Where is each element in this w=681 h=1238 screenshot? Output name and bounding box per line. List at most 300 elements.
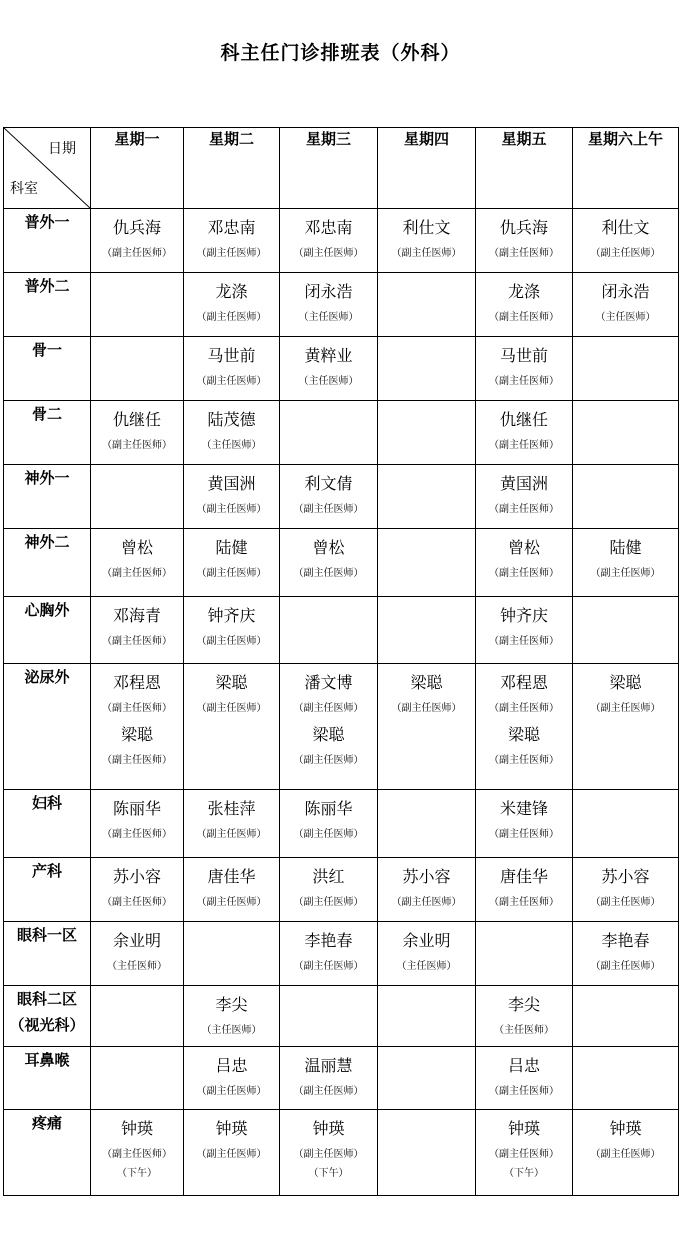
dept-label: 骨一 [31, 341, 62, 359]
doctor-title: （副主任医师） [590, 248, 661, 259]
doctor-title: （副主任医师） [196, 897, 267, 908]
dept-cell [4, 337, 91, 401]
doctor-name: 洪红 [312, 867, 345, 886]
schedule-cell [573, 790, 679, 858]
doctor-name: 苏小容 [402, 867, 451, 886]
schedule-cell [280, 597, 378, 664]
schedule-cell [280, 273, 378, 337]
dept-label: 耳鼻喉 [24, 1051, 70, 1069]
schedule-cell [91, 664, 184, 790]
table-row [4, 209, 679, 273]
doctor-title: （副主任医师） [102, 755, 172, 766]
doctor-name: 钟瑛 [507, 1119, 540, 1138]
doctor-slot [91, 1110, 183, 1184]
doctor-name: 陆健 [609, 538, 642, 557]
schedule-cell [573, 986, 679, 1047]
doctor-title: （副主任医师） [489, 440, 559, 451]
doctor-title: （副主任医师） [196, 504, 267, 515]
doctor-name: 梁聪 [312, 725, 345, 744]
doctor-slot [378, 922, 475, 978]
doctor-slot [280, 720, 377, 772]
dept-cell [4, 922, 91, 986]
doctor-title: （副主任医师） [590, 1149, 661, 1160]
doctor-slot [280, 337, 377, 393]
schedule-cell [184, 1110, 280, 1196]
doctor-title: （主任医师） [396, 961, 457, 972]
doctor-title: （副主任医师） [489, 312, 559, 323]
doctor-slot [280, 1110, 377, 1184]
doctor-name: 潘文博 [304, 673, 353, 692]
doctor-name: 利文倩 [304, 474, 353, 493]
doctor-title: （副主任医师） [489, 1086, 559, 1097]
doctor-name: 曾松 [120, 538, 153, 557]
schedule-cell [91, 529, 184, 597]
schedule-cell [573, 273, 679, 337]
doctor-slot [91, 401, 183, 457]
doctor-name: 唐佳华 [499, 867, 548, 886]
doctor-name: 利仕文 [601, 218, 650, 237]
doctor-slot [184, 273, 279, 329]
doctor-slot [476, 337, 572, 393]
doctor-title: （副主任医师） [293, 1086, 364, 1097]
doctor-name: 马世前 [499, 346, 548, 365]
schedule-cell [280, 529, 378, 597]
schedule-cell [280, 986, 378, 1047]
doctor-title: （副主任医师） [293, 1149, 364, 1160]
doctor-slot [476, 529, 572, 585]
doctor-slot [280, 1047, 377, 1103]
doctor-slot [476, 597, 572, 653]
schedule-cell [476, 401, 573, 465]
corner-dept-label: 科室 [10, 181, 38, 197]
schedule-cell [476, 529, 573, 597]
corner-date-label: 日期 [48, 141, 76, 157]
doctor-slot [184, 465, 279, 521]
doctor-title: （副主任医师） [293, 755, 364, 766]
dept-label: （视光科） [9, 1016, 85, 1034]
doctor-title: （副主任医师） [102, 636, 172, 647]
doctor-name: 李尖 [215, 995, 248, 1014]
table-row [4, 790, 679, 858]
doctor-slot [280, 790, 377, 846]
day-header: 星期六上午 [573, 128, 679, 209]
table-row [4, 273, 679, 337]
doctor-title: （副主任医师） [293, 248, 364, 259]
doctor-slot [184, 401, 279, 457]
doctor-name: 梁聪 [609, 673, 642, 692]
doctor-slot [476, 209, 572, 265]
doctor-title: （副主任医师） [489, 248, 559, 259]
schedule-cell [378, 209, 476, 273]
dept-cell [4, 858, 91, 922]
doctor-title: （副主任医师） [590, 897, 661, 908]
schedule-cell [91, 209, 184, 273]
schedule-cell [378, 790, 476, 858]
doctor-name: 温丽慧 [304, 1056, 353, 1075]
schedule-cell [573, 1047, 679, 1110]
doctor-title: （副主任医师） [102, 1149, 172, 1160]
doctor-name: 邓忠南 [304, 218, 353, 237]
doctor-title: （副主任医师） [590, 703, 661, 714]
doctor-slot [184, 1110, 279, 1166]
schedule-cell [91, 337, 184, 401]
doctor-title: （副主任医师） [489, 1149, 559, 1160]
doctor-name: 钟齐庆 [499, 606, 548, 625]
dept-cell [4, 664, 91, 790]
schedule-cell [184, 337, 280, 401]
doctor-name: 米建锋 [499, 799, 548, 818]
doctor-slot [476, 273, 572, 329]
doctor-slot [184, 790, 279, 846]
doctor-slot [573, 529, 678, 585]
doctor-title: （副主任医师） [293, 568, 364, 579]
doctor-slot [184, 664, 279, 720]
doctor-slot [91, 209, 183, 265]
schedule-cell [91, 1110, 184, 1196]
day-header: 星期一 [91, 128, 184, 209]
doctor-slot [476, 858, 572, 914]
doctor-title: （主任医师） [298, 376, 359, 387]
doctor-name: 仇继任 [499, 410, 548, 429]
doctor-name: 陆健 [215, 538, 248, 557]
schedule-cell [280, 401, 378, 465]
schedule-body [4, 209, 679, 1196]
table-row [4, 401, 679, 465]
schedule-cell [184, 273, 280, 337]
dept-cell [4, 401, 91, 465]
dept-label: 神外二 [24, 533, 70, 551]
schedule-cell [573, 1110, 679, 1196]
schedule-cell [476, 986, 573, 1047]
schedule-cell [476, 790, 573, 858]
schedule-cell [280, 664, 378, 790]
schedule-cell [476, 209, 573, 273]
doctor-slot [91, 720, 183, 772]
doctor-name: 钟瑛 [609, 1119, 642, 1138]
doctor-title: （副主任医师） [196, 703, 267, 714]
doctor-title: （副主任医师） [196, 1086, 267, 1097]
schedule-cell [91, 273, 184, 337]
doctor-slot [184, 986, 279, 1042]
schedule-table [3, 127, 679, 1196]
doctor-slot [280, 858, 377, 914]
schedule-cell [378, 1110, 476, 1196]
doctor-slot [184, 337, 279, 393]
schedule-cell [184, 858, 280, 922]
doctor-name: 仇兵海 [112, 218, 161, 237]
doctor-name: 李艳春 [601, 931, 650, 950]
doctor-name: 陈丽华 [304, 799, 353, 818]
doctor-slot [280, 529, 377, 585]
doctor-name: 黄国洲 [499, 474, 548, 493]
schedule-cell [476, 465, 573, 529]
doctor-title: （副主任医师） [196, 829, 267, 840]
doctor-name: 邓海青 [112, 606, 161, 625]
doctor-title: （副主任医师） [391, 248, 462, 259]
doctor-name: 龙涤 [507, 282, 540, 301]
schedule-cell [573, 209, 679, 273]
schedule-cell [476, 273, 573, 337]
schedule-cell [476, 597, 573, 664]
doctor-name: 梁聪 [215, 673, 248, 692]
schedule-cell [378, 597, 476, 664]
page-title: 科主任门诊排班表（外科） [220, 42, 461, 64]
doctor-name: 吕忠 [507, 1056, 540, 1075]
table-row [4, 858, 679, 922]
doctor-title: （副主任医师） [196, 376, 267, 387]
doctor-title: （副主任医师） [489, 703, 559, 714]
doctor-name: 钟瑛 [215, 1119, 248, 1138]
doctor-title: （副主任医师） [102, 248, 172, 259]
schedule-cell [91, 401, 184, 465]
doctor-name: 曾松 [312, 538, 345, 557]
doctor-slot [573, 664, 678, 720]
dept-cell [4, 1047, 91, 1110]
header-row [4, 128, 679, 209]
dept-cell [4, 597, 91, 664]
doctor-name: 利仕文 [402, 218, 451, 237]
doctor-name: 邓程恩 [499, 673, 548, 692]
doctor-slot [91, 597, 183, 653]
doctor-title: （主任医师） [201, 1025, 262, 1036]
doctor-name: 梁聪 [410, 673, 443, 692]
doctor-name: 黄粹业 [304, 346, 353, 365]
doctor-title: （副主任医师） [102, 440, 172, 451]
schedule-cell [184, 529, 280, 597]
schedule-cell [573, 922, 679, 986]
doctor-slot [378, 209, 475, 265]
doctor-slot [184, 529, 279, 585]
schedule-cell [184, 1047, 280, 1110]
schedule-cell [91, 922, 184, 986]
doctor-title: （副主任医师） [391, 703, 462, 714]
doctor-slot [280, 465, 377, 521]
doctor-slot [378, 664, 475, 720]
table-row [4, 529, 679, 597]
dept-cell [4, 986, 91, 1047]
schedule-cell [184, 401, 280, 465]
dept-cell [4, 209, 91, 273]
doctor-slot [476, 465, 572, 521]
schedule-cell [91, 597, 184, 664]
doctor-slot [476, 401, 572, 457]
doctor-name: 邓程恩 [112, 673, 161, 692]
schedule-cell [91, 790, 184, 858]
schedule-cell [378, 922, 476, 986]
doctor-name: 闭永浩 [601, 282, 650, 301]
doctor-slot [476, 664, 572, 720]
doctor-slot [573, 858, 678, 914]
doctor-name: 余业明 [112, 931, 161, 950]
doctor-title: （副主任医师） [102, 897, 172, 908]
schedule-cell [378, 664, 476, 790]
schedule-cell [91, 465, 184, 529]
schedule-cell [476, 337, 573, 401]
dept-label: 骨二 [31, 405, 62, 423]
doctor-name: 黄国洲 [207, 474, 256, 493]
doctor-slot [573, 1110, 678, 1166]
doctor-name: 仇继任 [112, 410, 161, 429]
doctor-title: （副主任医师） [489, 755, 559, 766]
time-note: （下午） [308, 1168, 349, 1179]
doctor-title: （副主任医师） [196, 1149, 267, 1160]
schedule-cell [378, 337, 476, 401]
schedule-cell [280, 209, 378, 273]
table-row [4, 597, 679, 664]
doctor-slot [184, 1047, 279, 1103]
doctor-name: 苏小容 [112, 867, 161, 886]
dept-label: 产科 [31, 862, 62, 880]
doctor-name: 钟瑛 [312, 1119, 345, 1138]
schedule-cell [91, 858, 184, 922]
dept-label: 疼痛 [31, 1114, 62, 1132]
day-header: 星期五 [476, 128, 573, 209]
dept-label: 眼科二区 [16, 990, 77, 1008]
doctor-slot [476, 1047, 572, 1103]
doctor-name: 龙涤 [215, 282, 248, 301]
doctor-slot [91, 529, 183, 585]
table-row [4, 1047, 679, 1110]
schedule-cell [91, 986, 184, 1047]
doctor-slot [476, 720, 572, 772]
schedule-cell [280, 790, 378, 858]
doctor-slot [476, 790, 572, 846]
table-row [4, 1110, 679, 1196]
doctor-title: （副主任医师） [293, 829, 364, 840]
doctor-title: （副主任医师） [590, 568, 661, 579]
schedule-cell [280, 858, 378, 922]
doctor-slot [184, 209, 279, 265]
schedule-cell [476, 922, 573, 986]
doctor-title: （副主任医师） [293, 504, 364, 515]
table-row [4, 986, 679, 1047]
doctor-title: （副主任医师） [196, 248, 267, 259]
dept-label: 心胸外 [24, 601, 70, 619]
schedule-cell [280, 465, 378, 529]
doctor-slot [573, 922, 678, 978]
doctor-title: （副主任医师） [489, 829, 559, 840]
schedule-cell [573, 465, 679, 529]
doctor-title: （副主任医师） [293, 703, 364, 714]
doctor-slot [184, 597, 279, 653]
doctor-title: （主任医师） [298, 312, 359, 323]
doctor-slot [280, 273, 377, 329]
day-header: 星期二 [184, 128, 280, 209]
corner-header [4, 128, 91, 209]
schedule-cell [378, 273, 476, 337]
schedule-cell [280, 1047, 378, 1110]
schedule-cell [280, 337, 378, 401]
doctor-title: （副主任医师） [489, 504, 559, 515]
doctor-name: 梁聪 [120, 725, 153, 744]
time-note: （下午） [504, 1168, 544, 1179]
doctor-slot [378, 858, 475, 914]
doctor-name: 陆茂德 [207, 410, 256, 429]
table-row [4, 337, 679, 401]
doctor-name: 仇兵海 [499, 218, 548, 237]
doctor-name: 钟齐庆 [207, 606, 256, 625]
doctor-slot [280, 922, 377, 978]
schedule-cell [184, 922, 280, 986]
doctor-name: 李艳春 [304, 931, 353, 950]
doctor-title: （副主任医师） [391, 897, 462, 908]
schedule-cell [184, 790, 280, 858]
doctor-slot [91, 858, 183, 914]
table-row [4, 922, 679, 986]
doctor-title: （副主任医师） [102, 568, 172, 579]
table-row [4, 664, 679, 790]
doctor-title: （副主任医师） [489, 897, 559, 908]
schedule-cell [573, 664, 679, 790]
dept-label: 泌尿外 [24, 668, 70, 686]
doctor-title: （副主任医师） [293, 897, 364, 908]
schedule-cell [184, 597, 280, 664]
schedule-cell [378, 401, 476, 465]
doctor-slot [280, 209, 377, 265]
doctor-name: 张桂萍 [207, 799, 256, 818]
doctor-name: 余业明 [402, 931, 451, 950]
doctor-title: （副主任医师） [196, 568, 267, 579]
doctor-title: （副主任医师） [196, 636, 267, 647]
dept-label: 神外一 [24, 469, 70, 487]
day-header: 星期三 [280, 128, 378, 209]
doctor-name: 吕忠 [215, 1056, 248, 1075]
dept-cell [4, 790, 91, 858]
doctor-name: 李尖 [507, 995, 540, 1014]
doctor-slot [91, 790, 183, 846]
schedule-cell [184, 209, 280, 273]
schedule-cell [378, 1047, 476, 1110]
doctor-title: （副主任医师） [102, 829, 172, 840]
schedule-cell [91, 1047, 184, 1110]
dept-cell [4, 1110, 91, 1196]
schedule-cell [476, 858, 573, 922]
doctor-slot [91, 664, 183, 720]
doctor-name: 苏小容 [601, 867, 650, 886]
doctor-name: 马世前 [207, 346, 256, 365]
schedule-cell [280, 1110, 378, 1196]
doctor-title: （副主任医师） [102, 703, 172, 714]
doctor-title: （副主任医师） [590, 961, 661, 972]
doctor-title: （主任医师） [107, 961, 167, 972]
dept-label: 眼科一区 [16, 926, 77, 944]
schedule-cell [476, 1110, 573, 1196]
doctor-title: （副主任医师） [489, 636, 559, 647]
schedule-cell [476, 664, 573, 790]
schedule-cell [184, 465, 280, 529]
doctor-title: （副主任医师） [489, 568, 559, 579]
doctor-title: （副主任医师） [489, 376, 559, 387]
day-header: 星期四 [378, 128, 476, 209]
doctor-name: 闭永浩 [304, 282, 353, 301]
schedule-cell [476, 1047, 573, 1110]
doctor-slot [573, 273, 678, 329]
doctor-name: 唐佳华 [207, 867, 256, 886]
doctor-name: 钟瑛 [120, 1119, 153, 1138]
doctor-title: （主任医师） [201, 440, 262, 451]
schedule-cell [378, 465, 476, 529]
schedule-cell [378, 529, 476, 597]
doctor-title: （主任医师） [494, 1025, 554, 1036]
dept-label: 普外二 [24, 277, 70, 295]
dept-label: 妇科 [31, 794, 62, 812]
doctor-name: 邓忠南 [207, 218, 256, 237]
doctor-slot [280, 664, 377, 720]
dept-cell [4, 465, 91, 529]
doctor-slot [476, 1110, 572, 1184]
doctor-slot [91, 922, 183, 978]
doctor-slot [573, 209, 678, 265]
